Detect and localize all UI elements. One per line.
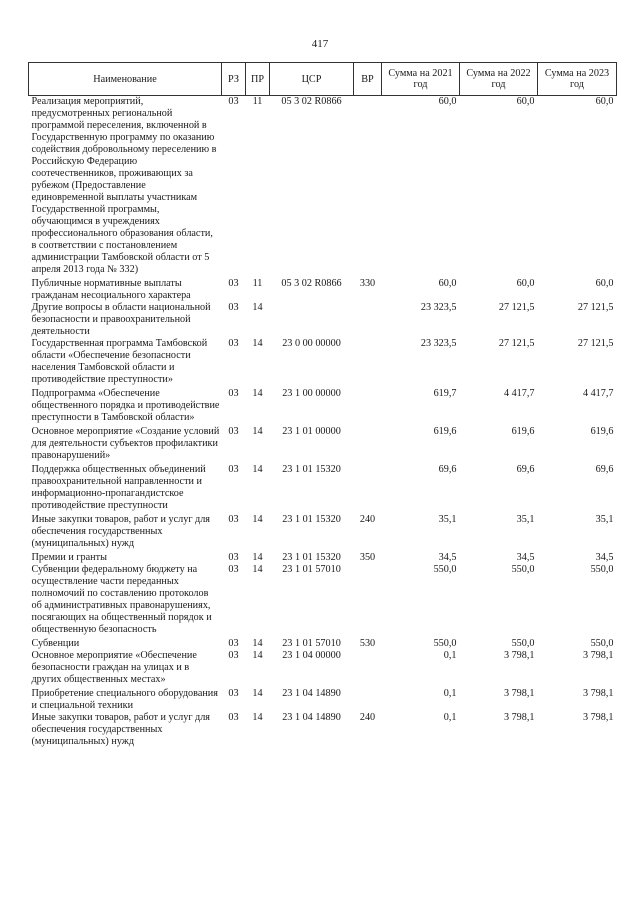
row-vr: 240 <box>359 712 376 723</box>
row-sum-2023: 3 798,1 <box>582 688 614 699</box>
budget-table-container <box>28 62 616 748</box>
row-sum-2022: 3 798,1 <box>503 688 535 699</box>
row-name: Подпрограмма «Обеспечение общественного порядка и противодействие преступности в Тамбовской области» <box>31 388 220 423</box>
row-vr <box>354 386 382 424</box>
page-number: 417 <box>311 38 329 50</box>
row-sum-2022: 35,1 <box>516 514 535 525</box>
row-sum-2023: 60,0 <box>595 96 614 107</box>
row-name: Государственная программа Тамбовской области «Обеспечение безопасности населения Тамбовской области и противодействие преступности» <box>31 338 208 385</box>
row-csr: 23 1 01 57010 <box>282 638 341 649</box>
row-name: Основное мероприятие «Обеспечение безопасности граждан на улицах и в других общественных местах» <box>31 650 197 685</box>
row-sum-2023: 619,6 <box>590 426 614 437</box>
row-pr: 14 <box>252 426 263 437</box>
row-sum-2022: 27 121,5 <box>498 338 535 349</box>
table-row <box>29 276 617 302</box>
row-csr: 23 1 00 00000 <box>282 388 341 399</box>
row-sum-2022: 60,0 <box>516 278 535 289</box>
row-rz: 03 <box>228 514 239 525</box>
header-vr: ВР <box>354 63 382 96</box>
row-vr: 330 <box>359 278 376 289</box>
row-sum-2022: 3 798,1 <box>503 712 535 723</box>
row-name: Поддержка общественных объединений правоохранительной направленности и информационно-пропагандистское противодействие преступности <box>31 464 206 511</box>
row-pr: 14 <box>252 464 263 475</box>
row-vr <box>354 650 382 686</box>
row-vr <box>354 564 382 636</box>
row-name: Другие вопросы в области национальной безопасности и правоохранительной деятельности <box>31 302 211 337</box>
header-sum-2022: Сумма на 2022 год <box>460 63 538 96</box>
row-pr: 14 <box>252 638 263 649</box>
row-pr: 14 <box>252 514 263 525</box>
row-pr: 11 <box>252 96 263 107</box>
row-sum-2022: 619,6 <box>511 426 535 437</box>
budget-table <box>28 62 617 748</box>
row-vr <box>354 686 382 712</box>
row-vr: 240 <box>359 514 376 525</box>
row-rz: 03 <box>228 96 239 107</box>
row-sum-2021: 0,1 <box>443 688 457 699</box>
row-pr: 14 <box>252 712 263 723</box>
row-sum-2021: 550,0 <box>433 564 457 575</box>
row-name: Публичные нормативные выплаты гражданам несоциального характера <box>31 278 191 301</box>
row-csr: 23 1 01 15320 <box>282 514 341 525</box>
row-name: Субвенции <box>31 638 80 649</box>
row-csr: 05 3 02 R0866 <box>281 96 342 107</box>
table-row <box>29 424 617 462</box>
row-pr: 14 <box>252 688 263 699</box>
table-row <box>29 96 617 277</box>
row-name: Основное мероприятие «Создание условий для деятельности субъектов профилактики правонарушений» <box>31 426 220 461</box>
header-pr: ПР <box>246 63 270 96</box>
row-sum-2023: 34,5 <box>595 552 614 563</box>
row-name: Иные закупки товаров, работ и услуг для обеспечения государственных (муниципальных) нужд <box>31 514 210 549</box>
row-sum-2023: 27 121,5 <box>577 302 614 313</box>
table-row <box>29 686 617 712</box>
row-sum-2022: 60,0 <box>516 96 535 107</box>
row-csr: 23 1 04 14890 <box>282 688 341 699</box>
header-name: Наименование <box>29 63 222 96</box>
row-name: Приобретение специального оборудования и специальной техники <box>31 688 218 711</box>
row-sum-2021: 0,1 <box>443 712 457 723</box>
row-sum-2023: 69,6 <box>595 464 614 475</box>
row-rz: 03 <box>228 712 239 723</box>
row-csr: 23 1 04 00000 <box>282 650 341 661</box>
row-sum-2023: 27 121,5 <box>577 338 614 349</box>
table-row <box>29 636 617 650</box>
row-sum-2023: 550,0 <box>590 638 614 649</box>
row-rz: 03 <box>228 464 239 475</box>
row-pr: 11 <box>252 278 263 289</box>
row-pr: 14 <box>252 552 263 563</box>
row-vr <box>354 338 382 386</box>
row-sum-2022: 3 798,1 <box>503 650 535 661</box>
row-sum-2021: 619,7 <box>433 388 457 399</box>
table-row <box>29 512 617 550</box>
row-sum-2023: 35,1 <box>595 514 614 525</box>
row-sum-2021: 34,5 <box>438 552 457 563</box>
row-csr <box>270 302 354 338</box>
row-vr: 350 <box>359 552 376 563</box>
row-sum-2023: 3 798,1 <box>582 650 614 661</box>
row-vr: 530 <box>359 638 376 649</box>
row-pr: 14 <box>252 564 263 575</box>
table-row <box>29 338 617 386</box>
row-sum-2021: 69,6 <box>438 464 457 475</box>
row-csr: 23 1 01 15320 <box>282 552 341 563</box>
table-header <box>29 63 617 96</box>
row-pr: 14 <box>252 388 263 399</box>
header-rz: РЗ <box>222 63 246 96</box>
row-sum-2022: 550,0 <box>511 638 535 649</box>
row-sum-2022: 4 417,7 <box>503 388 535 399</box>
row-pr: 14 <box>252 650 263 661</box>
row-rz: 03 <box>228 638 239 649</box>
row-csr: 23 1 01 15320 <box>282 464 341 475</box>
row-csr: 23 1 04 14890 <box>282 712 341 723</box>
table-body <box>29 96 617 749</box>
table-row <box>29 712 617 748</box>
header-csr: ЦСР <box>270 63 354 96</box>
row-csr: 05 3 02 R0866 <box>281 278 342 289</box>
row-csr: 23 1 01 57010 <box>282 564 341 575</box>
row-rz: 03 <box>228 552 239 563</box>
row-name: Иные закупки товаров, работ и услуг для обеспечения государственных (муниципальных) нужд <box>31 712 210 747</box>
row-sum-2023: 3 798,1 <box>582 712 614 723</box>
row-csr: 23 1 01 00000 <box>282 426 341 437</box>
row-name: Субвенции федеральному бюджету на осуществление части переданных полномочий по составлению протоколов об административных правонарушениях, посягающих на общественный порядок и общественную безопасность <box>31 564 212 635</box>
row-vr <box>354 302 382 338</box>
row-vr <box>354 96 382 277</box>
row-sum-2021: 0,1 <box>443 650 457 661</box>
table-row <box>29 564 617 636</box>
row-rz: 03 <box>228 688 239 699</box>
row-sum-2023: 550,0 <box>590 564 614 575</box>
row-sum-2022: 550,0 <box>511 564 535 575</box>
row-sum-2021: 23 323,5 <box>420 302 457 313</box>
row-sum-2021: 60,0 <box>438 278 457 289</box>
row-sum-2021: 35,1 <box>438 514 457 525</box>
row-name: Премии и гранты <box>31 552 107 563</box>
row-sum-2021: 550,0 <box>433 638 457 649</box>
table-row <box>29 302 617 338</box>
row-vr <box>354 462 382 512</box>
row-rz: 03 <box>228 388 239 399</box>
row-rz: 03 <box>228 564 239 575</box>
row-vr <box>354 424 382 462</box>
row-csr: 23 0 00 00000 <box>282 338 341 349</box>
row-sum-2022: 69,6 <box>516 464 535 475</box>
header-sum-2023: Сумма на 2023 год <box>538 63 617 96</box>
header-sum-2021: Сумма на 2021 год <box>382 63 460 96</box>
row-sum-2023: 60,0 <box>595 278 614 289</box>
row-sum-2022: 27 121,5 <box>498 302 535 313</box>
row-name: Реализация мероприятий, предусмотренных региональной программой переселения, включенной в Государственную программу по оказанию содействия добровольному переселению в Российскую Федерацию соотечественников, проживающих за рубежом (Предоставление единовременной выплаты участникам Государственной программы, обучающимся в учреждениях профессионального образования области, в соответствии с постановлением администрации Тамбовской области от 5 апреля 2013 года № 332) <box>31 96 217 275</box>
row-sum-2021: 60,0 <box>438 96 457 107</box>
table-row <box>29 550 617 564</box>
row-rz: 03 <box>228 338 239 349</box>
row-rz: 03 <box>228 426 239 437</box>
row-sum-2021: 23 323,5 <box>420 338 457 349</box>
row-sum-2021: 619,6 <box>433 426 457 437</box>
row-sum-2023: 4 417,7 <box>582 388 614 399</box>
row-pr: 14 <box>252 302 263 313</box>
row-pr: 14 <box>252 338 263 349</box>
table-row <box>29 650 617 686</box>
row-rz: 03 <box>228 278 239 289</box>
row-rz: 03 <box>228 302 239 313</box>
table-row <box>29 462 617 512</box>
row-sum-2022: 34,5 <box>516 552 535 563</box>
row-rz: 03 <box>228 650 239 661</box>
table-row <box>29 386 617 424</box>
